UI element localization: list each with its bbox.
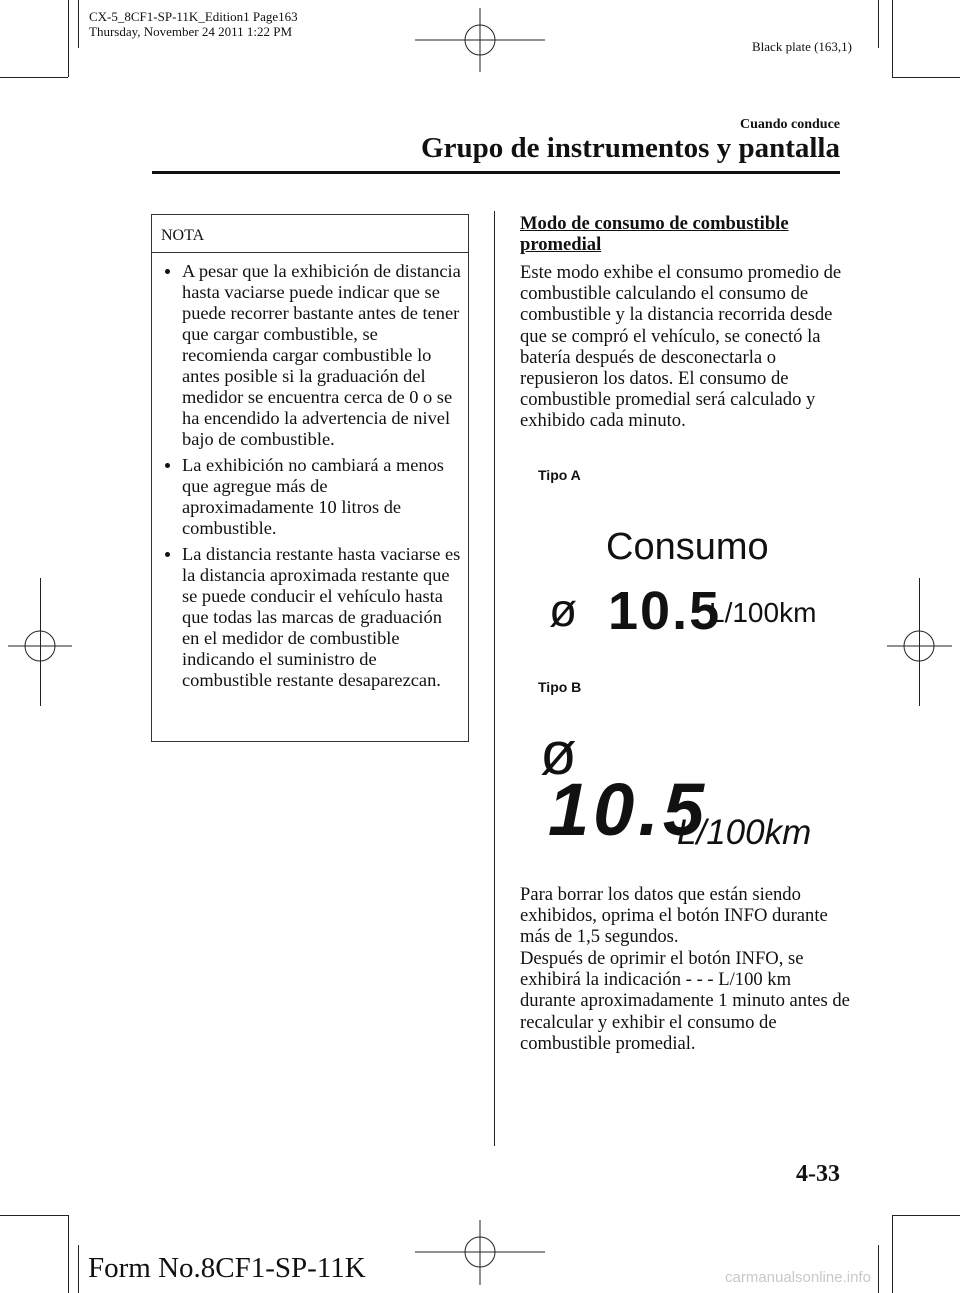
tipo-a-display-title: Consumo xyxy=(606,526,769,568)
watermark: carmanualsonline.info xyxy=(725,1269,871,1286)
tipo-b-label: Tipo B xyxy=(538,679,582,695)
note-bullet-2-text: La exhibición no cambiará a menos que agregue más de aproximadamente 10 litros de combustible. xyxy=(182,455,444,538)
reset-result-text: Después de oprimir el botón INFO, se exhibirá la indicación - - - L/100 km durante aproximadamente 1 minuto antes de recalcular y exhibir el consumo de combustible promedial. xyxy=(520,948,850,1054)
note-bullet-3 xyxy=(152,544,468,691)
reset-instructions-text: Para borrar los datos que están siendo exhibidos, oprima el botón INFO durante más de 1,5 segundos. xyxy=(520,884,828,948)
mode-heading: Modo de consumo de combustible promedial xyxy=(520,213,789,255)
note-bullet-1-text: A pesar que la exhibición de distancia hasta vaciarse puede indicar que se puede recorrer bastante antes de tener que cargar combustible, se recomienda cargar combustible lo antes posible si la graduación del medidor se encuentra cerca de 0 o se ha encendido la advertencia de nivel bajo de combustible. xyxy=(182,261,461,449)
column-divider xyxy=(494,211,495,1146)
tipo-b-unit: L/100km xyxy=(677,813,812,852)
page-title: Grupo de instrumentos y pantalla xyxy=(421,132,840,164)
bullet-dot-icon xyxy=(165,552,170,557)
bullet-dot-icon xyxy=(165,269,170,274)
bullet-dot-icon xyxy=(165,463,170,468)
tipo-b-segment-value: 10.5 xyxy=(548,768,709,851)
header-rule xyxy=(152,171,840,174)
page-number: 4-33 xyxy=(796,1161,840,1187)
form-number: Form No.8CF1-SP-11K xyxy=(88,1252,366,1284)
section-label: Cuando conduce xyxy=(740,117,840,132)
note-bullet-2 xyxy=(152,455,468,539)
note-bullet-list xyxy=(152,253,468,691)
tipo-a-value: 10.5 xyxy=(608,581,722,641)
print-date-line: Thursday, November 24 2011 1:22 PM xyxy=(89,24,293,39)
print-plate: Black plate (163,1) xyxy=(752,39,852,54)
tipo-a-label: Tipo A xyxy=(538,467,581,483)
average-symbol-icon: ø xyxy=(549,584,578,636)
tipo-a-unit: L/100km xyxy=(709,597,817,628)
note-title: NOTA xyxy=(152,215,468,253)
average-symbol-icon: ø xyxy=(540,720,577,787)
note-box xyxy=(151,214,469,742)
note-bullet-1 xyxy=(152,261,468,450)
note-bullet-3-text: La distancia restante hasta vaciarse es la distancia aproximada restante que se puede conducir el vehículo hasta que todas las marcas de graduación en el medidor de combustible indicando el suministro de combustible restante desaparezcan. xyxy=(182,544,461,690)
print-file-line: CX-5_8CF1-SP-11K_Edition1 Page163 xyxy=(89,9,298,24)
mode-intro-text: Este modo exhibe el consumo promedio de combustible calculando el consumo de combustible y la distancia recorrida desde que se compró el vehículo, se conectó la batería después de desconectarla o repusieron los datos. El consumo de combustible promedial será calculado y exhibido cada minuto. xyxy=(520,262,842,432)
